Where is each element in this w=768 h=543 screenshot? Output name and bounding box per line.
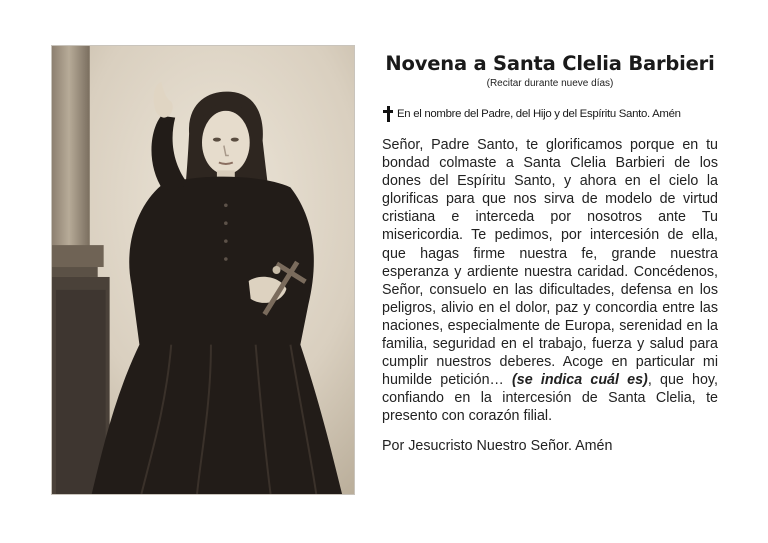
subtitle: (Recitar durante nueve días) xyxy=(486,78,614,89)
prayer-part-1: Señor, Padre Santo, te glorificamos porque en tu bondad colmaste a Santa Clelia Barbieri de los dones del Espíritu Santo, y ahora en el cielo la glorificas para que nos sirva de modelo de virtud cristiana e interceda por nosotros ante Tu misericordia. Te pedimos, por intercesión de ella, que hagas firme nuestra fe, grande nuestra esperanza y ardiente nuestra caridad. Concédenos, Señor, consuelo en las dificultades, defensa en los peligros, alivio en el dolor, paz y concordia entre las naciones, especialmente de Europa, serenidad en la familia, seguridad en el trabajo, fuerza y salud para cumplir nuestros deberes. Acoge en particular mi humilde petición… xyxy=(382,137,718,389)
cross-icon xyxy=(383,106,393,122)
prayer-text xyxy=(382,136,718,426)
saint-portrait-illustration xyxy=(52,46,354,494)
page-title: Novena a Santa Clelia Barbieri xyxy=(385,52,715,75)
closing-line: Por Jesucristo Nuestro Señor. Amén xyxy=(382,437,613,454)
invocation-line xyxy=(382,106,718,122)
petition-note: (se indica cuál es) xyxy=(512,372,648,389)
prayer-part-2: , que hoy, confiando en la intercesión de Santa Clelia, te presento con corazón filial. xyxy=(382,372,718,425)
invocation-text: En el nombre del Padre, del Hijo y del Espíritu Santo. Amén xyxy=(397,108,681,120)
saint-photo xyxy=(51,45,355,495)
prayer-column xyxy=(382,52,718,454)
